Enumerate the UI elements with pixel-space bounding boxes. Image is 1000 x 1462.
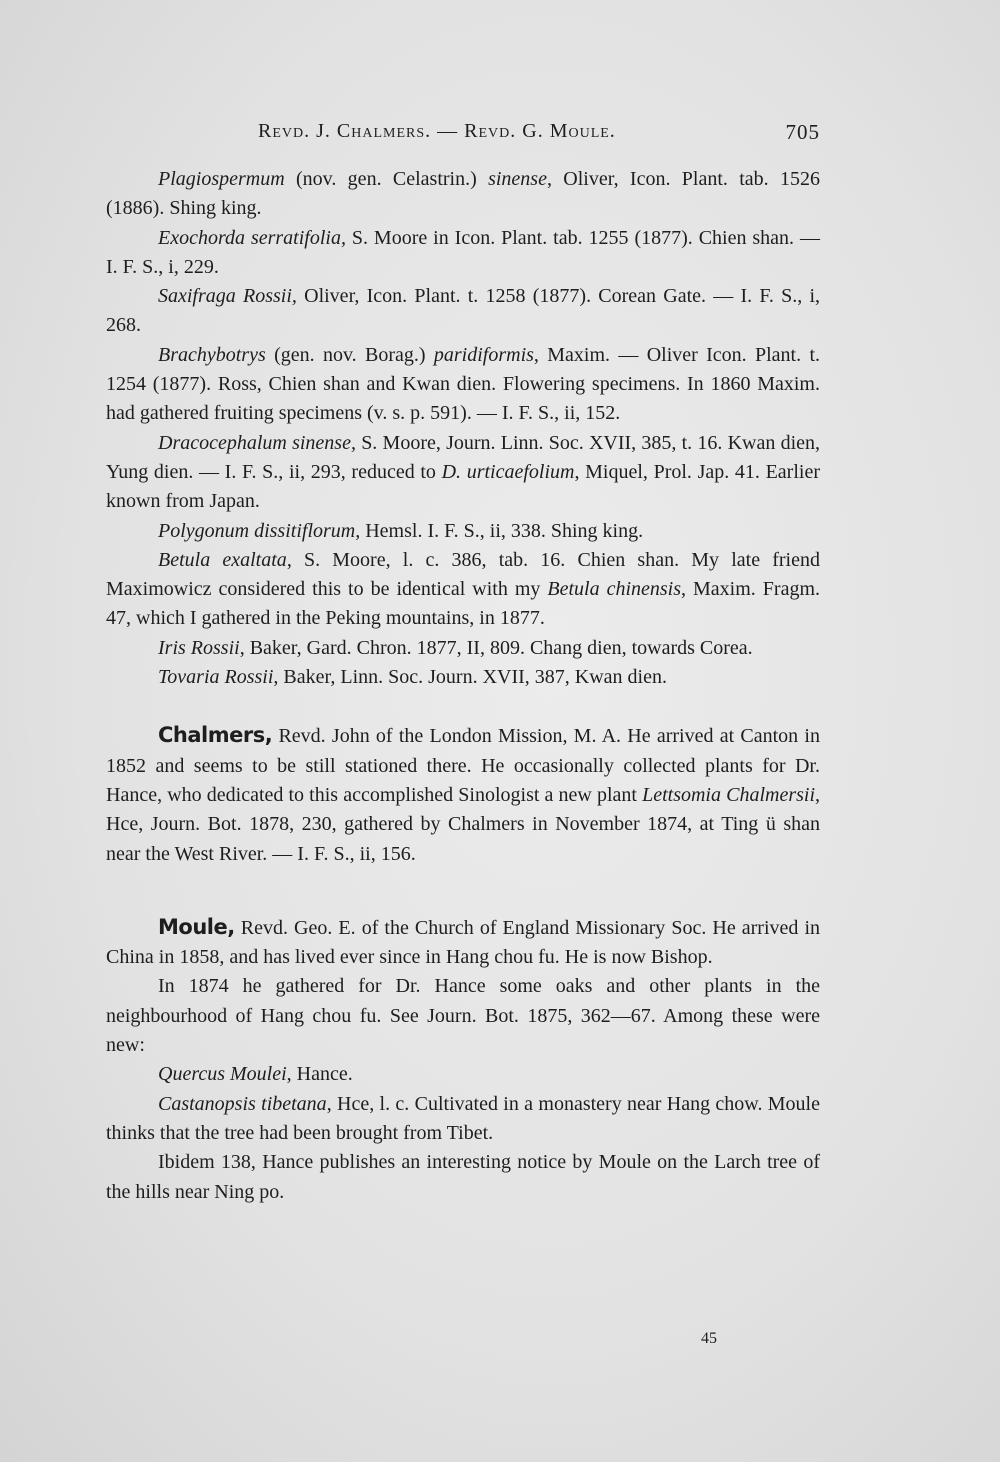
- species-entry-iris: [106, 634, 820, 663]
- entry-text: Hemsl. I. F. S., ii, 338. Shing king.: [360, 519, 644, 542]
- species-name: Exochorda serratifolia,: [158, 226, 346, 249]
- species-synonym: D. urticaefolium: [441, 460, 575, 483]
- entry-text: , Hce, l. c. Cultivated in a monastery near Hang chow. Moule thinks that the tree had been brought from Tibet.: [106, 1092, 820, 1144]
- species-name: Betula exaltata: [158, 548, 287, 571]
- signature-mark: 45: [701, 1330, 717, 1347]
- species-epithet: sinense: [488, 168, 547, 190]
- entry-text: , S. Moore, l. c. 386, tab. 16. Chien shan. My late friend Maximowicz considered this to be identical with my: [106, 548, 820, 601]
- page-body: [106, 165, 820, 1207]
- entry-text: , Baker, Linn. Soc. Journ. XVII, 387, Kwan dien.: [273, 666, 667, 689]
- species-epithet: paridiformis: [433, 343, 534, 366]
- species-name: Iris Rossii: [158, 636, 240, 659]
- species-name: Tovaria Rossii: [158, 666, 274, 689]
- entry-text: (nov. gen. Celastrin.): [284, 168, 489, 190]
- species-entry-castanopsis: [106, 1090, 820, 1149]
- entry-text: S. Moore, Journ. Linn. Soc. XVII, 385, t. 16. Kwan dien, Yung dien. — I. F. S., ii, 293, reduced to: [106, 431, 821, 483]
- entry-text: , Maxim. — Oliver Icon. Plant. t. 1254 (1877). Ross, Chien shan and Kwan dien. Flowering specimens. In 1860 Maxim. had gathered fruiting specimens (v. s. p. 591). — I. F. S., ii, 152.: [106, 343, 821, 425]
- species-name: Polygonum dissitiflorum,: [158, 519, 361, 542]
- species-entry-quercus: [106, 1060, 820, 1089]
- biography-text: Revd. Geo. E. of the Church of England Missionary Soc. He arrived in China in 1858, and has lived ever since in Hang chou fu. He is now Bishop.: [106, 916, 820, 969]
- entry-text: , Maxim. Fragm. 47, which I gathered in the Peking mountains, in 1877.: [106, 578, 821, 630]
- entry-text: , Oliver, Icon. Plant. tab. 1526 (1886). Shing king.: [106, 168, 820, 220]
- species-entry-saxifraga: [106, 282, 820, 341]
- species-entry-betula: [106, 546, 820, 634]
- entry-text: , Miquel, Prol. Jap. 41. Earlier known from Japan.: [106, 460, 820, 513]
- page-number: 705: [785, 120, 820, 144]
- species-entry-brachybotrys: [106, 341, 820, 429]
- biography-chalmers: [106, 721, 820, 868]
- entry-text: , Baker, Gard. Chron. 1877, II, 809. Chang dien, towards Corea.: [239, 636, 753, 659]
- running-header: [258, 120, 820, 143]
- species-name: Quercus Moulei: [158, 1063, 287, 1086]
- entry-text: , Hance.: [286, 1063, 353, 1086]
- species-name: Saxifraga Rossii,: [158, 285, 297, 308]
- species-entry-tovaria: [106, 663, 820, 692]
- species-name: Castanopsis tibetana: [158, 1092, 327, 1115]
- entry-text: S. Moore in Icon. Plant. tab. 1255 (1877). Chien shan. — I. F. S., i, 229.: [106, 226, 820, 278]
- biography-text: Revd. John of the London Mission, M. A. He arrived at Canton in 1852 and seems to be still stationed there. He occasionally collected plants for Dr. Hance, who dedicated to this accomplished Sinologist a new plant: [106, 725, 820, 806]
- species-name: Dracocephalum sinense,: [158, 431, 356, 454]
- person-name-heading: Moule,: [158, 914, 235, 939]
- species-name: Lettsomia Chalmersii: [642, 783, 816, 806]
- species-entry-dracocephalum: [106, 429, 820, 517]
- species-synonym: Betula chinensis: [547, 578, 682, 601]
- person-name-heading: Chalmers,: [158, 723, 273, 748]
- species-entry-plagiospermum: [106, 165, 820, 224]
- moule-collection-paragraph: In 1874 he gathered for Dr. Hance some oaks and other plants in the neighbourhood of Hang chou fu. See Journ. Bot. 1875, 362—67. Among these were new:: [106, 975, 820, 1057]
- species-name: Plagiospermum: [158, 168, 285, 190]
- species-entry-polygonum: [106, 517, 820, 546]
- running-title: Revd. J. Chalmers. — Revd. G. Moule.: [258, 120, 616, 142]
- biography-text: , Hce, Journ. Bot. 1878, 230, gathered by Chalmers in November 1874, at Ting ü shan near the West River. — I. F. S., ii, 156.: [106, 783, 821, 865]
- entry-text: Oliver, Icon. Plant. t. 1258 (1877). Corean Gate. — I. F. S., i, 268.: [106, 285, 820, 337]
- species-name: Brachybotrys: [158, 343, 266, 366]
- entry-text: (gen. nov. Borag.): [265, 343, 434, 366]
- moule-larch-paragraph: Ibidem 138, Hance publishes an interesting notice by Moule on the Larch tree of the hills near Ning po.: [106, 1151, 820, 1203]
- biography-moule: [106, 913, 820, 973]
- species-entry-exochorda: [106, 224, 820, 283]
